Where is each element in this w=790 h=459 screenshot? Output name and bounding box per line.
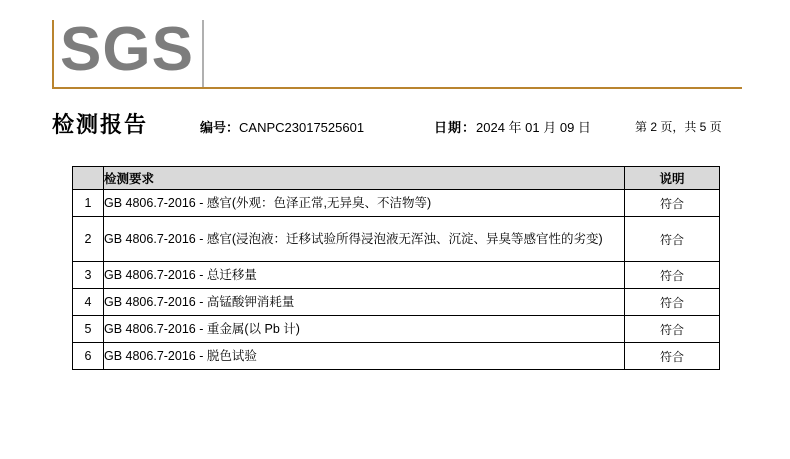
page-indicator: 第 2 页，共 5 页	[635, 120, 722, 134]
logo-left-rule	[52, 20, 54, 88]
column-header-note: 说明	[625, 167, 720, 190]
column-header-index	[73, 167, 104, 190]
cell-note: 符合	[625, 262, 720, 289]
table-row	[73, 343, 720, 370]
table-row	[73, 217, 720, 262]
sgs-logo: SGS	[60, 15, 194, 84]
logo-bottom-rule	[52, 87, 742, 89]
logo-right-rule	[202, 20, 204, 88]
cell-requirement: GB 4806.7-2016 - 感官(外观：色泽正常,无异臭、不洁物等)	[104, 190, 625, 217]
report-date-label: 日期：	[434, 120, 477, 135]
cell-requirement: GB 4806.7-2016 - 感官(浸泡液：迁移试验所得浸泡液无浑浊、沉淀、异臭等感官性的劣变)	[104, 217, 625, 262]
cell-index: 4	[73, 289, 104, 316]
cell-note: 符合	[625, 343, 720, 370]
cell-note: 符合	[625, 316, 720, 343]
cell-index: 1	[73, 190, 104, 217]
requirements-table	[72, 166, 720, 370]
requirements-table-wrapper	[72, 166, 716, 370]
table-body	[73, 190, 720, 370]
report-date-value: 2024 年 01 月 09 日	[476, 120, 591, 135]
cell-index: 5	[73, 316, 104, 343]
cell-requirement: GB 4806.7-2016 - 脱色试验	[104, 343, 625, 370]
table-row	[73, 262, 720, 289]
column-header-requirement: 检测要求	[104, 167, 625, 190]
table-head	[73, 167, 720, 190]
report-number-value: CANPC23017525601	[239, 120, 365, 135]
cell-note: 符合	[625, 289, 720, 316]
cell-index: 6	[73, 343, 104, 370]
cell-note: 符合	[625, 217, 720, 262]
report-date	[434, 117, 591, 136]
table-row	[73, 190, 720, 217]
page-title: 检测报告	[52, 112, 149, 137]
table-row	[73, 316, 720, 343]
cell-requirement: GB 4806.7-2016 - 总迁移量	[104, 262, 625, 289]
brand-header	[52, 16, 742, 88]
report-number	[200, 117, 364, 136]
table-header-row	[73, 167, 720, 190]
report-number-label: 编号：	[200, 120, 240, 135]
table-row	[73, 289, 720, 316]
report-header-row	[52, 108, 752, 142]
cell-index: 2	[73, 217, 104, 262]
cell-index: 3	[73, 262, 104, 289]
cell-note: 符合	[625, 190, 720, 217]
cell-requirement: GB 4806.7-2016 - 高锰酸钾消耗量	[104, 289, 625, 316]
cell-requirement: GB 4806.7-2016 - 重金属(以 Pb 计)	[104, 316, 625, 343]
